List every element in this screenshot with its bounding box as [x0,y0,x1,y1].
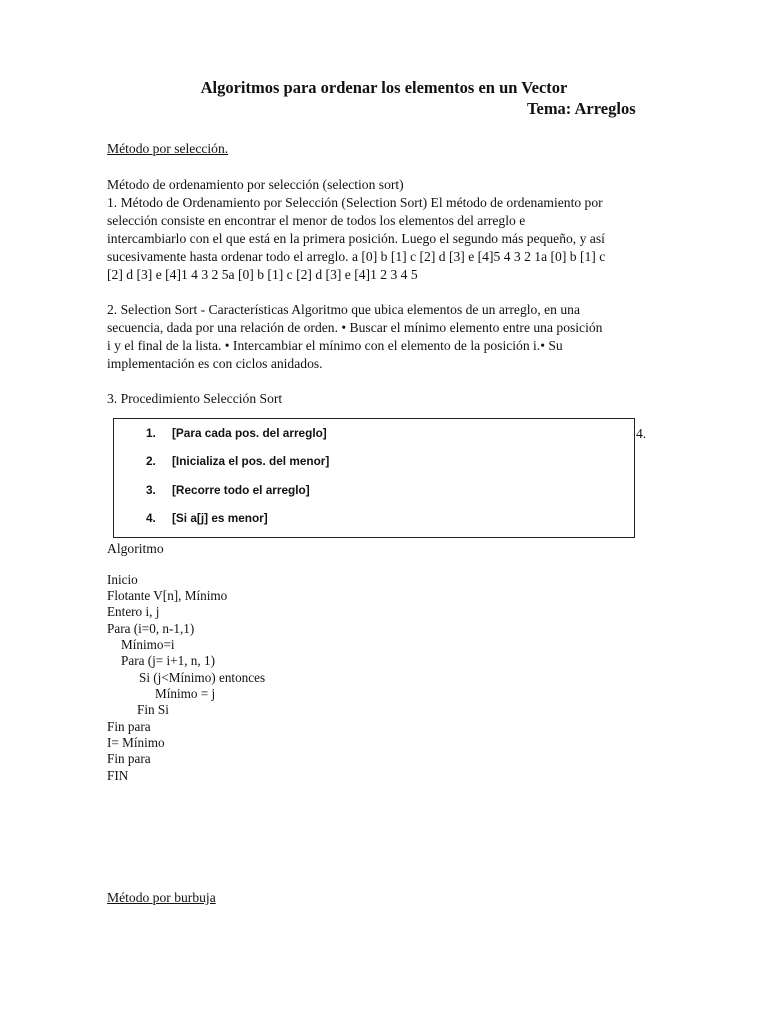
paragraph-1-line-1: 1. Método de Ordenamiento por Selección (Selection Sort) El método de ordenamiento por [107,195,603,210]
procedure-step-2 [146,454,329,468]
code-line: Si (j<Mínimo) entonces [139,670,266,685]
code-line: Entero i, j [107,604,160,619]
paragraph-2-line-4: implementación es con ciclos anidados. [107,356,323,371]
step-text: [Recorre todo el arreglo] [172,483,310,497]
code-line: FIN [107,768,129,783]
document-title: Algoritmos para ordenar los elementos en un Vector [200,78,568,97]
code-line: Inicio [107,572,138,587]
procedure-step-3 [146,483,310,497]
code-line: I= Mínimo [107,735,165,750]
paragraph-1-line-4: sucesivamente hasta ordenar todo el arreglo. a [0] b [1] c [2] d [3] e [4]5 4 3 2 1a [0] b [1] c [107,249,606,264]
step-number: 3. [146,483,156,497]
step-text: [Inicializa el pos. del menor] [172,454,330,468]
code-line: Fin Si [137,702,169,717]
paragraph-1-line-2: selección consiste en encontrar el menor de todos los elementos del arreglo e [107,213,526,228]
algoritmo-label: Algoritmo [107,541,164,556]
paragraph-2-line-1: 2. Selection Sort - Características Algoritmo que ubica elementos de un arreglo, en una [107,302,580,317]
box-trailing-number: 4. [636,426,647,441]
section-heading-burbuja: Método por burbuja [107,890,216,905]
step-text: [Si a[j] es menor] [172,511,268,525]
code-line: Fin para [107,751,151,766]
paragraph-2-line-3: i y el final de la lista. • Intercambiar el mínimo con el elemento de la posición i.• Su [107,338,563,353]
procedure-box [113,418,635,538]
procedure-step-4 [146,511,268,525]
procedure-heading: 3. Procedimiento Selección Sort [107,391,283,406]
step-number: 2. [146,454,156,468]
step-number: 4. [146,511,156,525]
code-line: Fin para [107,719,151,734]
code-line: Para (j= i+1, n, 1) [121,653,215,668]
code-line: Mínimo=i [121,637,175,652]
code-line: Para (i=0, n-1,1) [107,621,195,636]
paragraph-1-line-5: [2] d [3] e [4]1 4 3 2 5a [0] b [1] c [2] d [3] e [4]1 2 3 4 5 [107,267,418,282]
intro-line: Método de ordenamiento por selección (selection sort) [107,177,404,192]
paragraph-2-line-2: secuencia, dada por una relación de orden. • Buscar el mínimo elemento entre una posición [107,320,603,335]
code-line: Flotante V[n], Mínimo [107,588,228,603]
step-text: [Para cada pos. del arreglo] [172,426,327,440]
paragraph-1-line-3: intercambiarlo con el que está en la primera posición. Luego el segundo más pequeño, y así [107,231,605,246]
section-heading-seleccion: Método por selección. [107,141,229,156]
code-line: Mínimo = j [155,686,216,701]
topic-label: Tema: Arreglos [527,99,636,118]
step-number: 1. [146,426,156,440]
procedure-step-1 [146,426,327,440]
